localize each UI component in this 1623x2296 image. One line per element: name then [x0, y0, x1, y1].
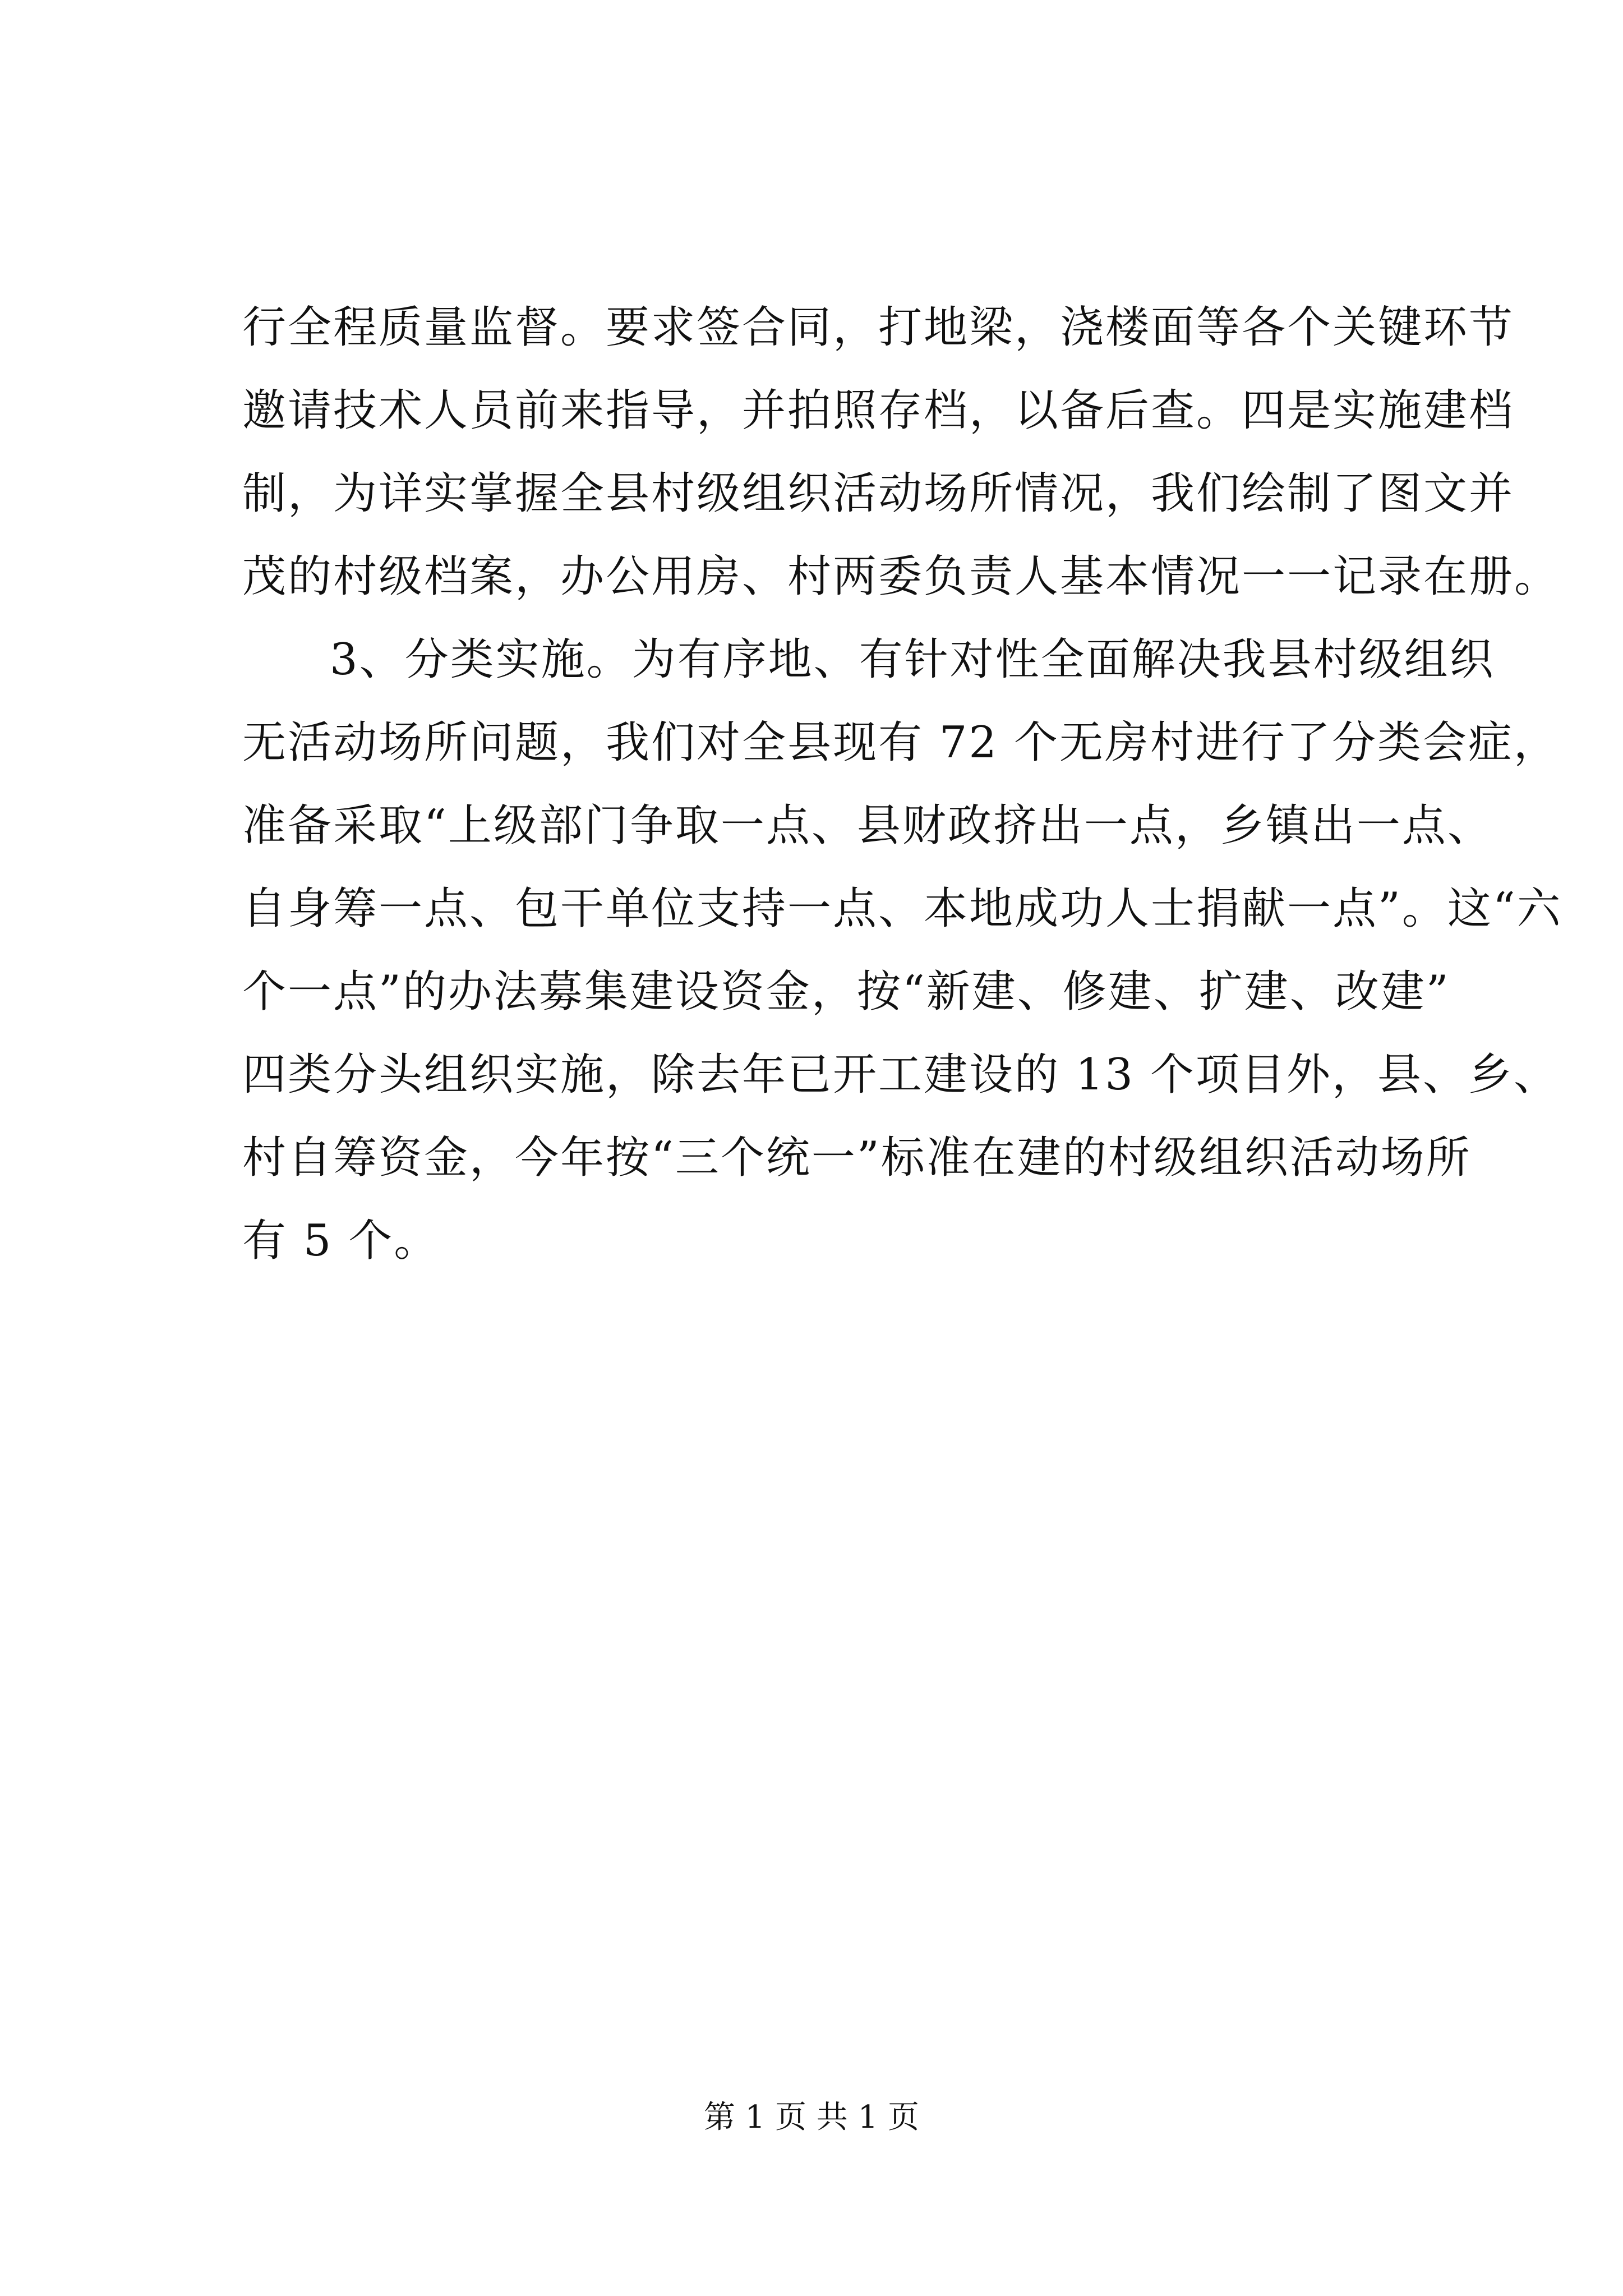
- text-line: 制，为详实掌握全县村级组织活动场所情况，我们绘制了图文并: [242, 468, 1515, 519]
- text-line: 茂的村级档案，办公用房、村两委负责人基本情况一一记录在册。: [242, 551, 1560, 602]
- text-line: 村自筹资金，今年按“三个统一”标准在建的村级组织活动场所: [242, 1133, 1472, 1183]
- text-line: 准备采取“上级部门争取一点、县财政挤出一点，乡镇出一点、: [242, 800, 1493, 851]
- text-line: 自身筹一点、包干单位支持一点、本地成功人士捐献一点”。这“六: [242, 884, 1562, 934]
- paragraph-first-line: 3、分类实施。为有序地、有针对性全面解决我县村级组织: [330, 634, 1495, 685]
- page-number-footer: 第 1 页 共 1 页: [703, 2099, 920, 2136]
- text-line: 行全程质量监督。要求签合同，打地梁，浇楼面等各个关键环节: [242, 302, 1515, 353]
- body-text: [242, 286, 1562, 1282]
- text-line: 四类分头组织实施，除去年已开工建设的 13 个项目外，县、乡、: [242, 1050, 1559, 1100]
- text-line: 有 5 个。: [242, 1216, 440, 1266]
- text-line: 邀请技术人员前来指导，并拍照存档，以备后查。四是实施建档: [242, 385, 1515, 436]
- text-line: 个一点”的办法募集建设资金，按“新建、修建、扩建、改建”: [242, 967, 1450, 1017]
- text-line: 无活动场所问题，我们对全县现有 72 个无房村进行了分类会症，: [242, 717, 1559, 768]
